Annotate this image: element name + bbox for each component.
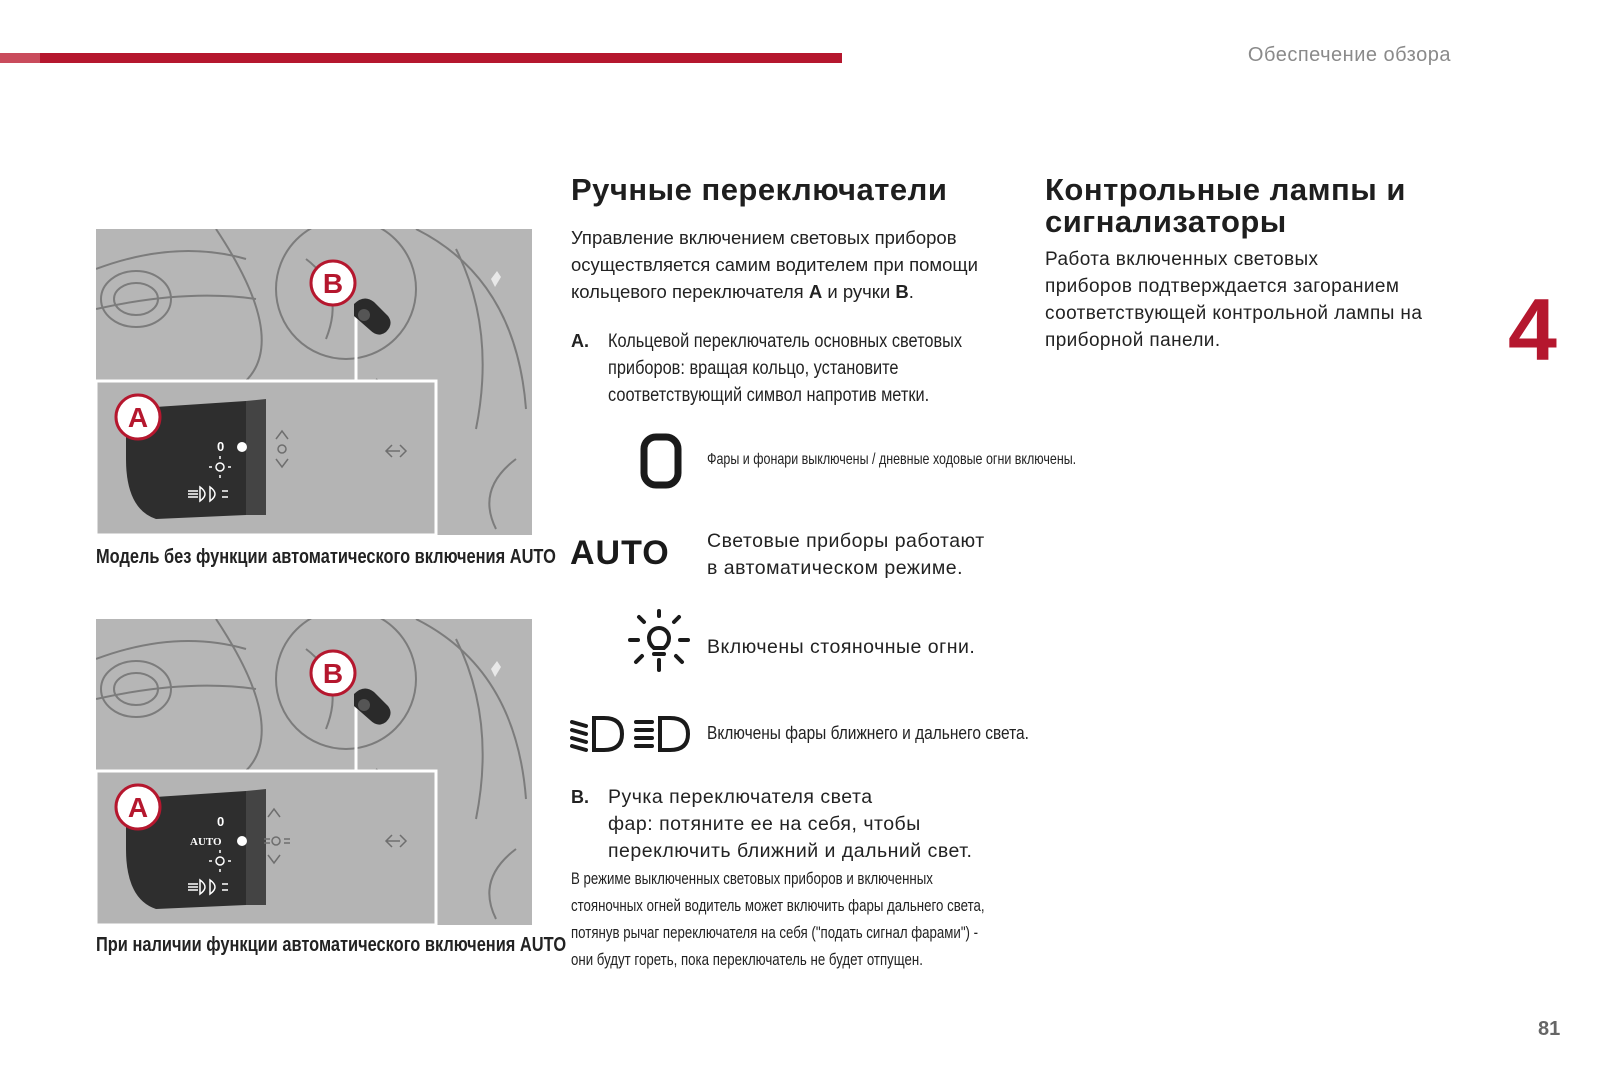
warning-lamps-text: Работа включенных световых приборов подтверждается загоранием соответствующей контрольной лампы на приборной панели. xyxy=(1045,249,1423,351)
note-text: В режиме выключенных световых приборов и включенных стояночных огней водитель может включить фары дальнего света, потянув рычаг переключателя на себя ("подать сигнал фарами") - они будут гореть, пока переключатель не будет отпущен. xyxy=(571,869,985,969)
figure-light-switch-no-auto xyxy=(96,229,532,535)
callout-a: A xyxy=(127,792,149,823)
zero-symbol-text: Фары и фонари выключены / дневные ходовые огни включены. xyxy=(707,451,1077,468)
item-b-text: Ручка переключателя света фар: потяните ее на себя, чтобы переключить ближний и дальний свет. xyxy=(608,786,973,862)
section-title: Обеспечение обзора xyxy=(1247,44,1451,66)
header-accent-bar-edge xyxy=(0,53,40,63)
figure-light-switch-auto xyxy=(96,619,532,925)
intro-line-last: кольцевого переключателя A и ручки B. xyxy=(571,281,914,302)
stalk-label-auto: AUTO xyxy=(190,836,222,848)
item-b-marker: B. xyxy=(571,787,589,807)
parking-lights-icon xyxy=(624,608,694,680)
headlights-icon xyxy=(570,712,700,756)
warning-lamps-title: Контрольные лампы и сигнализаторы xyxy=(1045,172,1406,239)
parking-lights-text: Включены стояночные огни. xyxy=(707,636,976,658)
header-accent-bar xyxy=(0,53,842,63)
manual-intro xyxy=(571,224,978,305)
auto-symbol-text: Световые приборы работают в автоматическом режиме. xyxy=(707,530,985,579)
stalk-label-off: 0 xyxy=(217,814,225,829)
page-number: 81 xyxy=(1538,1018,1561,1040)
chapter-number: 4 xyxy=(1508,280,1557,379)
figure-caption-no-auto: Модель без функции автоматического включения AUTO xyxy=(96,546,556,568)
auto-symbol-icon: AUTO xyxy=(570,534,670,572)
intro-line: осуществляется самим водителем при помощи xyxy=(571,254,978,275)
figure-caption-auto: При наличии функции автоматического включения AUTO xyxy=(96,934,567,956)
intro-line: Управление включением световых приборов xyxy=(571,227,957,248)
callout-b: B xyxy=(322,268,344,299)
item-a-marker: A. xyxy=(571,331,589,351)
headlights-text: Включены фары ближнего и дальнего света. xyxy=(707,723,1029,743)
callout-a: A xyxy=(127,402,149,433)
item-a-text: Кольцевой переключатель основных световых приборов: вращая кольцо, установите соответствующий символ напротив метки. xyxy=(608,331,963,406)
manual-switches-title: Ручные переключатели xyxy=(571,172,948,207)
callout-b: B xyxy=(322,658,344,689)
zero-symbol-icon xyxy=(636,433,686,489)
stalk-label-off: 0 xyxy=(217,439,225,454)
